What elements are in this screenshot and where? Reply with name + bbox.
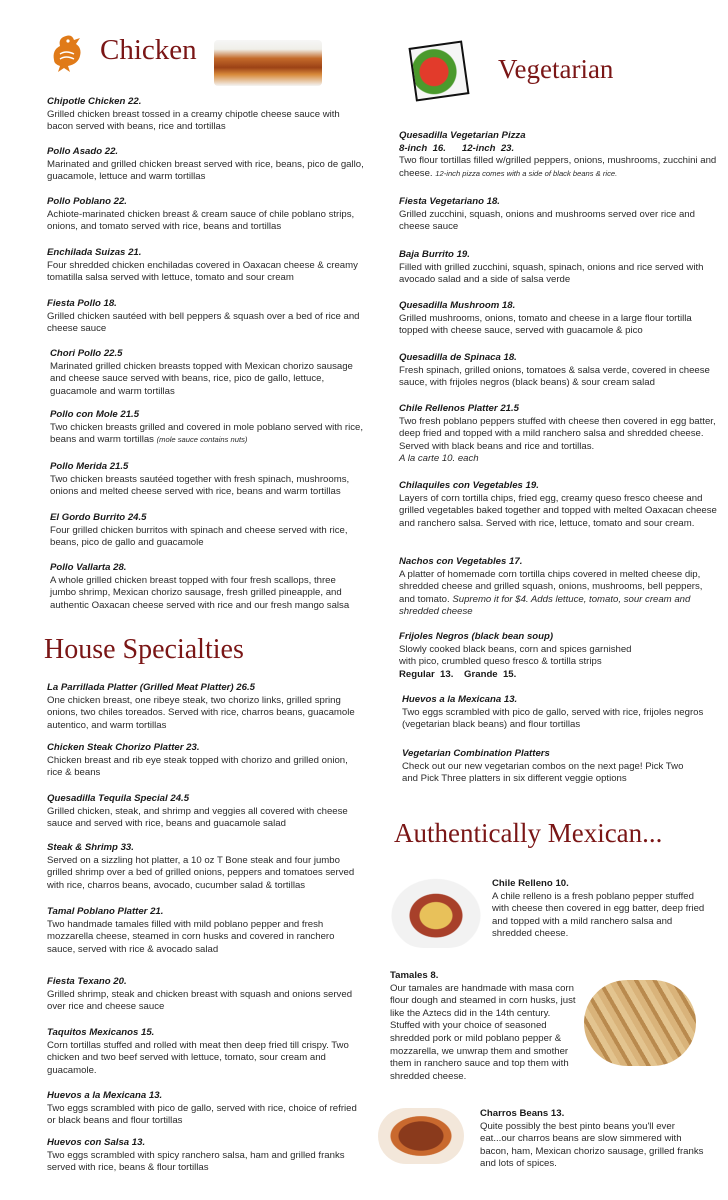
menu-item-huevos-mexicana-veg: Huevos a la Mexicana 13. Two eggs scrambled with pico de gallo, served with rice, frijoles negros (vegetarian black beans) and flour tortillas [402,694,704,731]
chicken-fajita-photo [214,40,322,86]
menu-item-quesadilla-spinaca: Quesadilla de Spinaca 18. Fresh spinach, grilled onions, tomatoes & salsa verde, covered in cheese sauce, with frijoles negros (black beans) & sour cream salad [399,352,710,389]
section-title-vegetarian: Vegetarian [498,54,614,84]
menu-item-pollo-poblano: Pollo Poblano 22. Achiote-marinated chicken breast & cream sauce of chile poblano strips, onions, and tomato served with rice, beans and tortillas [47,196,355,233]
menu-item-chicken-steak-chorizo: Chicken Steak Chorizo Platter 23. Chicken breast and rib eye steak topped with chorizo and grilled onion, rice & beans [47,742,348,779]
vegetarian-pizza-photo [409,41,470,102]
item-price: 22. [128,96,142,107]
charros-beans-photo [378,1108,464,1164]
menu-item-quesadilla-veg-pizza: Quesadilla Vegetarian Pizza 8-inch 16. 12-inch 23. Two flour tortillas filled w/grilled peppers, onions, mushrooms, zucchini and cheese. 12-inch pizza comes with a side of black beans & rice. [399,130,717,179]
chile-relleno-photo [388,876,484,948]
menu-item-chipotle-chicken [47,96,365,134]
menu-item-fiesta-texano: Fiesta Texano 20. Grilled shrimp, steak and chicken breast with squash and onions served over rice and cheese sauce [47,976,353,1013]
menu-item-veg-combination: Vegetarian Combination Platters Check out our new vegetarian combos on the next page! Pick Two and Pick Three platters in six different veggie options [402,748,684,785]
tamales-photo [584,980,696,1066]
menu-item-fiesta-vegetariano: Fiesta Vegetariano 18. Grilled zucchini, squash, onions and mushrooms served over rice and cheese sauce [399,196,695,233]
menu-item-chori-pollo: Chori Pollo 22.5 Marinated grilled chicken breasts topped with Mexican chorizo sausage and cheese sauce served with beans, rice, pico de gallo, lettuce, guacamole and warm tortillas [50,348,353,397]
section-title-house-specialties: House Specialties [44,634,244,665]
menu-item-baja-burrito: Baja Burrito 19. Filled with grilled zucchini, squash, spinach, onions and rice served with avocado salad and a side of salsa verde [399,249,704,286]
menu-item-fiesta-pollo: Fiesta Pollo 18. Grilled chicken sautéed with bell peppers & squash over a bed of rice and cheese sauce [47,298,360,335]
menu-item-steak-shrimp: Steak & Shrimp 33. Served on a sizzling hot platter, a 10 oz T Bone steak and four jumbo grilled shrimp over a bed of grilled onions, peppers and tomatoes served with rice, charros beans, avocado, cucumber salad & tortillas [47,842,355,891]
menu-item-chile-relleno: Chile Relleno 10. A chile relleno is a fresh poblano pepper stuffed with cheese then covered in egg batter, deep fried and topped with a mild ranchero salsa and shredded cheese. [492,878,705,940]
menu-item-taquitos-mexicanos: Taquitos Mexicanos 15. Corn tortillas stuffed and rolled with meat then deep fried till crispy. Two chicken and two beef served with lettuce, tomato, sour cream and guacamole. [47,1027,349,1076]
menu-item-tamal-poblano: Tamal Poblano Platter 21. Two handmade tamales filled with mild poblano pepper and fresh mozzarella cheese, steamed in corn husks and covered in ranchero sauce, served with rice & avocado salad [47,906,335,955]
section-title-authentically-mexican: Authentically Mexican... [394,818,663,848]
menu-item-huevos-con-salsa: Huevos con Salsa 13. Two eggs scrambled with spicy ranchero salsa, ham and grilled franks served with rice, beans & flour tortillas [47,1137,345,1174]
item-desc: Grilled chicken breast tossed in a creamy chipotle cheese sauce with bacon served with beans, rice and tortillas [47,108,340,133]
menu-item-pollo-vallarta: Pollo Vallarta 28. A whole grilled chicken breast topped with four fresh scallops, three jumbo shrimp, Mexican chorizo sausage, fresh grilled pineapple, and authentic Oaxacan cheese served with rice and our fresh mango salsa [50,562,350,611]
menu-item-chilaquiles: Chilaquiles con Vegetables 19. Layers of corn tortilla chips, fried egg, creamy queso fresco cheese and grilled vegetables baked together and topped with melted Oaxacan cheese and ranchero salsa. Served with rice, lettuce, tomato and sour cream. [399,480,717,529]
menu-item-el-gordo-burrito: El Gordo Burrito 24.5 Four grilled chicken burritos with spinach and cheese served with rice, beans, pico de gallo and guacamole [50,512,348,549]
menu-item-pollo-merida: Pollo Merida 21.5 Two chicken breasts sautéed together with fresh spinach, mushrooms, onions and melted cheese served with rice, beans and warm tortillas [50,461,350,498]
menu-item-pollo-asado: Pollo Asado 22. Marinated and grilled chicken breast served with rice, beans, pico de gallo, guacamole, lettuce and warm tortillas [47,146,364,183]
menu-item-chile-rellenos-platter: Chile Rellenos Platter 21.5 Two fresh poblano peppers stuffed with cheese then covered in egg batter, deep fried and topped with a mild ranchero salsa and shredded cheese. Served with black beans and rice and tortillas. A la carte 10. each [399,403,716,465]
item-name: Chipotle Chicken [47,96,126,107]
menu-item-enchilada-suizas: Enchilada Suizas 21. Four shredded chicken enchiladas covered in Oaxacan cheese & creamy tomatilla salsa served with lettuce, tomato and sour cream [47,247,358,284]
menu-item-quesadilla-mushroom: Quesadilla Mushroom 18. Grilled mushrooms, onions, tomato and cheese in a large flour tortilla topped with cheese sauce, served with guacamole & pico [399,300,692,337]
menu-item-tamales: Tamales 8. Our tamales are handmade with masa corn flour dough and steamed in corn husks, just like the Aztecs did in the 14th century. Stuffed with your choice of seasoned shredded pork or mild poblano pepper & mozzarella, we unwrap them and smother them in ranchero sauce and top them with shredded cheese. [390,970,576,1082]
menu-item-quesadilla-tequila: Quesadilla Tequila Special 24.5 Grilled chicken, steak, and shrimp and veggies all covered with cheese sauce and served with rice, beans and guacamole salad [47,793,348,830]
section-title-chicken: Chicken [100,34,197,66]
menu-item-nachos-vegetables: Nachos con Vegetables 17. A platter of homemade corn tortilla chips covered in melted cheese dip, shredded cheese and grilled squash, onions, mushrooms, bell peppers, and tomato. Supremo it for $4. Adds lettuce, tomato, sour cream and shredded cheese [399,556,703,618]
menu-item-frijoles-negros: Frijoles Negros (black bean soup) Slowly cooked black beans, corn and spices garnished with pico, crumbled queso fresco & tortilla strips Regular 13. Grande 15. [399,631,632,680]
menu-item-la-parrillada: La Parrillada Platter (Grilled Meat Platter) 26.5 One chicken breast, one ribeye steak, two chorizo links, grilled spring onions, two chiles toreados. Served with rice, charros beans, guacamole autentico, and warm tortillas [47,682,355,731]
menu-item-pollo-con-mole: Pollo con Mole 21.5 Two chicken breasts grilled and covered in mole poblano served with rice, beans and warm tortillas (mole sauce contains nuts) [50,409,364,446]
menu-item-charros-beans: Charros Beans 13. Quite possibly the best pinto beans you'll ever eat...our charros beans are slow simmered with bacon, ham, Mexican chorizo sausage, grilled franks and lots of spices. [480,1108,704,1170]
item-note: (mole sauce contains nuts) [156,435,248,445]
item-note: 12-inch pizza comes with a side of black beans & rice. [435,168,618,178]
bird-logo-icon [46,30,90,74]
menu-item-huevos-mexicana-house: Huevos a la Mexicana 13. Two eggs scrambled with pico de gallo, served with rice, choice of refried or black beans and flour tortillas [47,1090,357,1127]
